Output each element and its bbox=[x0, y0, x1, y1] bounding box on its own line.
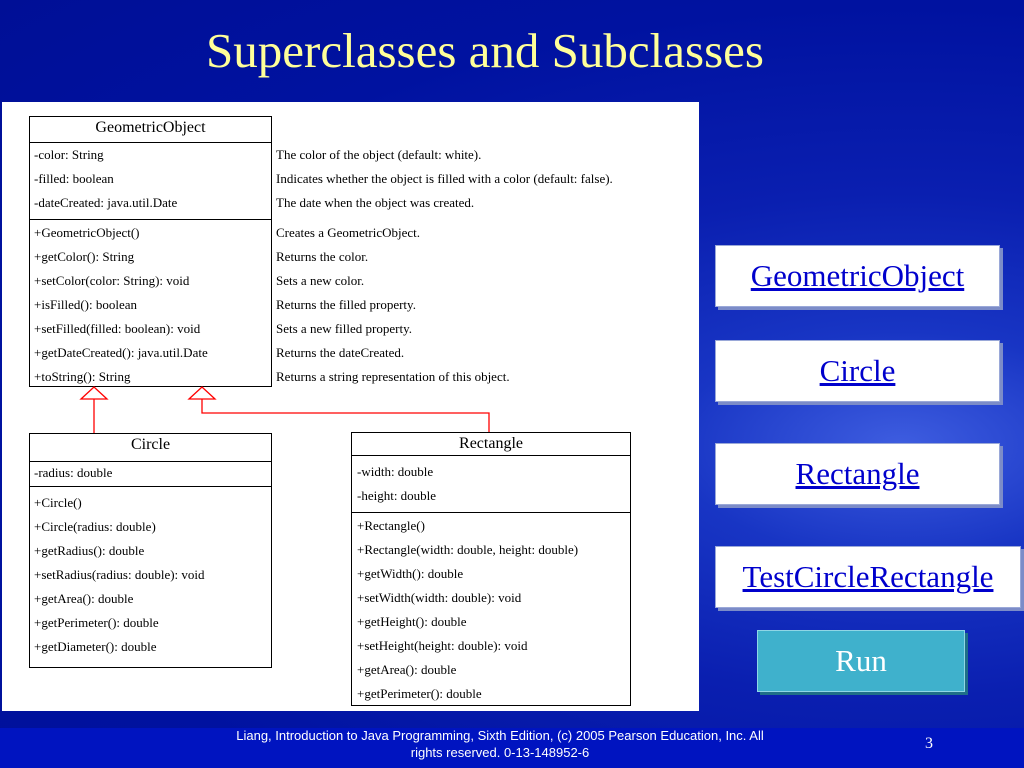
field: -color: String bbox=[34, 147, 104, 162]
link-circle[interactable]: Circle bbox=[715, 340, 1000, 402]
field-description: The color of the object (default: white). bbox=[276, 147, 482, 162]
divider bbox=[30, 486, 271, 487]
field: -radius: double bbox=[34, 465, 113, 480]
inheritance-arrow-icon bbox=[81, 387, 107, 399]
slide-title: Superclasses and Subclasses bbox=[206, 23, 764, 78]
method: +Circle(radius: double) bbox=[34, 519, 156, 534]
class-name: GeometricObject bbox=[95, 119, 206, 136]
method: +getPerimeter(): double bbox=[357, 686, 482, 701]
method-description: Sets a new filled property. bbox=[276, 321, 412, 336]
field: -filled: boolean bbox=[34, 171, 114, 186]
field-description: Indicates whether the object is filled with a color (default: false). bbox=[276, 171, 613, 186]
method: +getArea(): double bbox=[357, 662, 457, 677]
method: +getPerimeter(): double bbox=[34, 615, 159, 630]
rectangle-class-box bbox=[351, 432, 631, 706]
method: +getRadius(): double bbox=[34, 543, 145, 558]
field: -width: double bbox=[357, 464, 434, 479]
method-description: Returns a string representation of this object. bbox=[276, 369, 510, 384]
method: +toString(): String bbox=[34, 369, 131, 384]
method: +getColor(): String bbox=[34, 249, 135, 264]
method-description: Sets a new color. bbox=[276, 273, 365, 288]
method: +getArea(): double bbox=[34, 591, 134, 606]
method-description: Creates a GeometricObject. bbox=[276, 225, 421, 240]
method: +isFilled(): boolean bbox=[34, 297, 138, 312]
divider bbox=[352, 512, 630, 513]
run-button[interactable]: Run bbox=[757, 630, 965, 692]
circle-class-box bbox=[29, 433, 272, 668]
field: -dateCreated: java.util.Date bbox=[34, 195, 178, 210]
method-description: Returns the dateCreated. bbox=[276, 345, 405, 360]
field-description: The date when the object was created. bbox=[276, 195, 475, 210]
method: +GeometricObject() bbox=[34, 225, 140, 240]
link-geometricobject[interactable]: GeometricObject bbox=[715, 245, 1000, 307]
divider bbox=[352, 455, 630, 456]
method: +setFilled(filled: boolean): void bbox=[34, 321, 201, 336]
method: +setColor(color: String): void bbox=[34, 273, 190, 288]
method: +getHeight(): double bbox=[357, 614, 467, 629]
method: +getDiameter(): double bbox=[34, 639, 157, 654]
footer-line-1: Liang, Introduction to Java Programming, Sixth Edition, (c) 2005 Pearson Education, Inc. All bbox=[236, 728, 764, 743]
method: +Rectangle() bbox=[357, 518, 425, 533]
method: +getDateCreated(): java.util.Date bbox=[34, 345, 208, 360]
page-number: 3 bbox=[925, 735, 933, 752]
link-rectangle[interactable]: Rectangle bbox=[715, 443, 1000, 505]
method-description: Returns the color. bbox=[276, 249, 369, 264]
method: +Circle() bbox=[34, 495, 82, 510]
method: +getWidth(): double bbox=[357, 566, 464, 581]
method: +setWidth(width: double): void bbox=[357, 590, 522, 605]
class-name: Rectangle bbox=[459, 435, 523, 452]
inheritance-arrow-icon bbox=[189, 387, 215, 399]
footer-copyright bbox=[200, 727, 800, 761]
field: -height: double bbox=[357, 488, 437, 503]
method-description: Returns the filled property. bbox=[276, 297, 416, 312]
method: +setRadius(radius: double): void bbox=[34, 567, 205, 582]
uml-diagram-panel bbox=[2, 102, 699, 711]
method: +Rectangle(width: double, height: double) bbox=[357, 542, 579, 557]
class-name: Circle bbox=[130, 436, 171, 453]
link-testcirclerectangle[interactable]: TestCircleRectangle bbox=[715, 546, 1021, 608]
divider bbox=[30, 461, 271, 462]
footer-line-2: rights reserved. 0-13-148952-6 bbox=[410, 745, 590, 760]
method: +setHeight(height: double): void bbox=[357, 638, 528, 653]
